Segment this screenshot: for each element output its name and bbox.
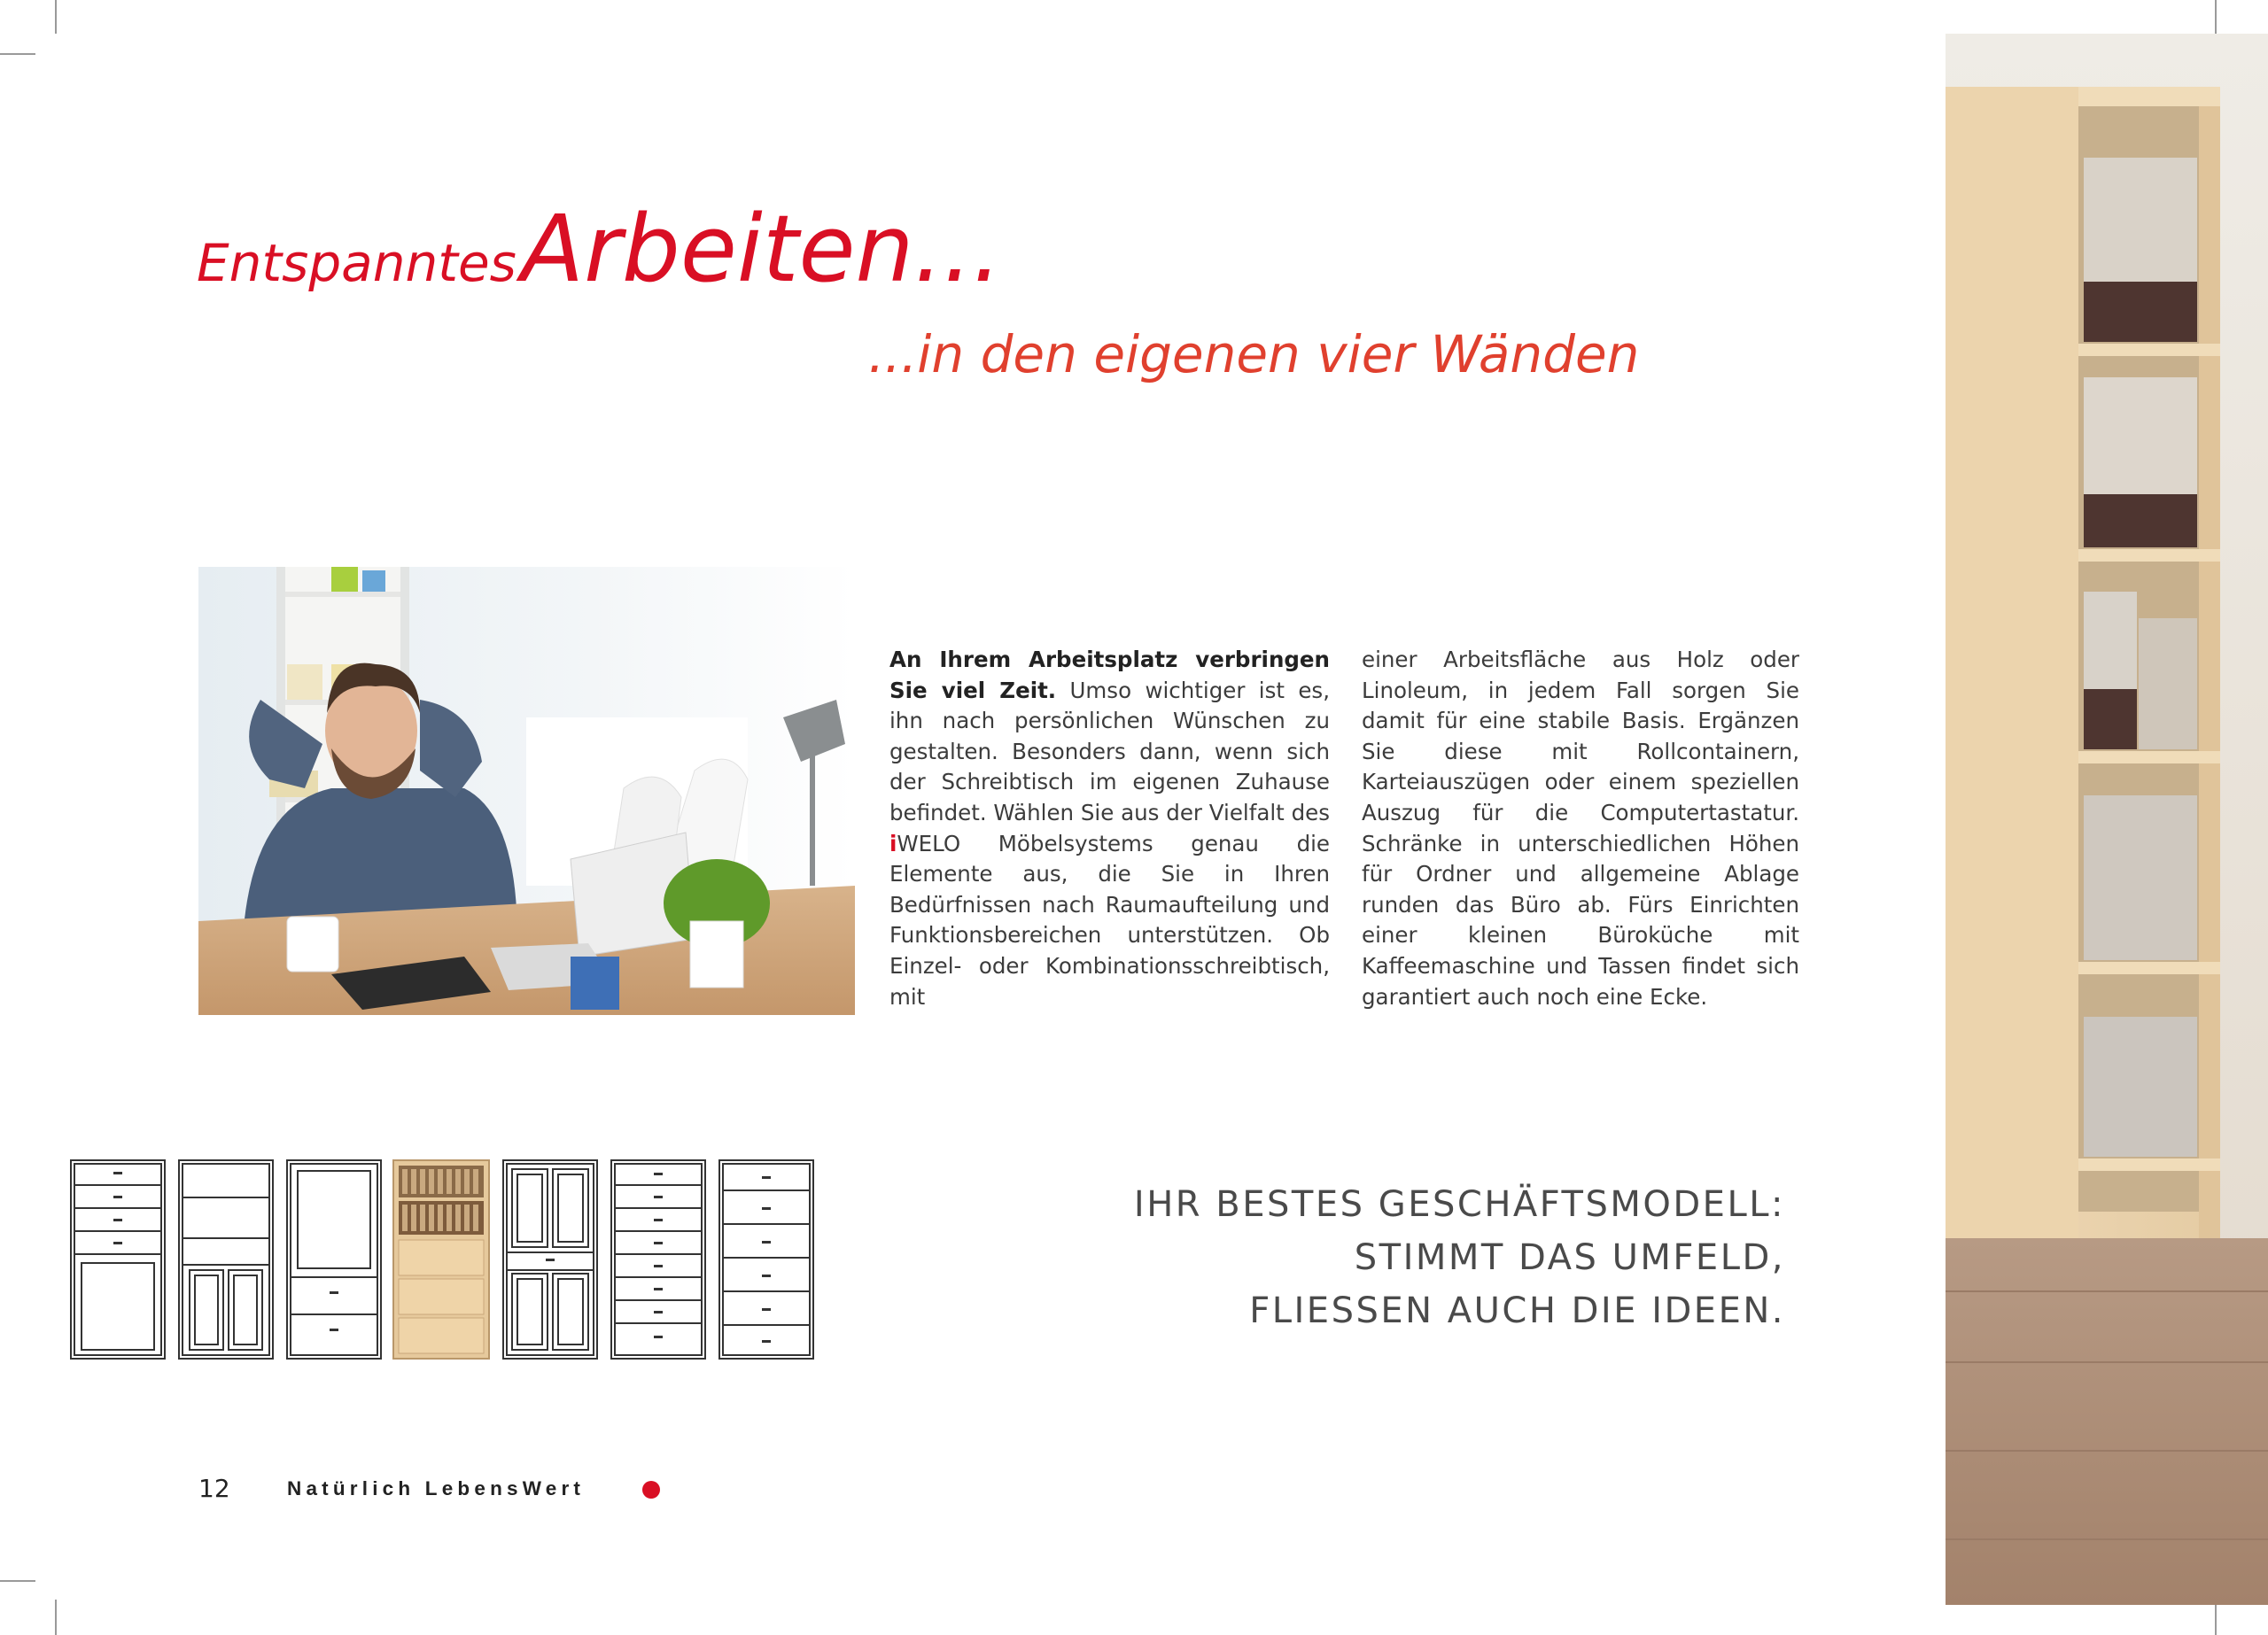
cabinet-elements-illustration <box>69 1158 836 1360</box>
crop-mark <box>55 1600 57 1635</box>
body-text-part: Möbelsystems genau die Elemente aus, die Sie in Ihren Bedürfnissen nach Raumaufteilung und Funktionsbereichen unterstützen. Ob Einzel- oder Kombinationsschreibtisch, mit <box>889 830 1330 1010</box>
lead-sentence: An Ihrem Arbeitsplatz verbringen Sie viel Zeit. <box>889 647 1330 703</box>
page-subtitle: ...in den eigenen vier Wänden <box>868 324 1640 384</box>
office-photo <box>198 567 855 1015</box>
title-word-2: Arbeiten... <box>520 195 1002 303</box>
crop-mark <box>2215 0 2217 34</box>
tagline-line-3: FLIESSEN AUCH DIE IDEEN. <box>1249 1290 1785 1331</box>
relaxed-man-at-desk-image <box>198 567 855 1015</box>
brand-letter-i: i <box>889 830 897 856</box>
footer-brand: Natürlich LebensWert <box>287 1477 586 1499</box>
body-text-column-2: einer Arbeitsfläche aus Holz oder Linoleum, in jedem Fall sorgen Sie damit für eine stabile Basis. Ergänzen Sie diese mit Rollcontainern, Karteiauszügen oder einem speziellen Auszug für die Computertastatur. Schränke in unterschiedlichen Höhen für Ordner und allgemeine Ablage runden das Büro ab. Fürs Einrichten einer kleinen Büroküche mit Kaffeemaschine und Tassen findet sich garantiert auch noch eine Ecke. <box>1362 647 1799 1010</box>
body-text-part: Umso wichtiger ist es, ihn nach persönlichen Wünschen zu gestalten. Besonders dann, wenn sich der Schreibtisch im eigenen Zuhause befindet. Wählen Sie aus der Vielfalt des <box>889 677 1330 825</box>
brand-name: WELO <box>897 830 961 856</box>
crop-mark <box>0 53 35 55</box>
tagline <box>1045 1178 1785 1337</box>
wooden-bookshelf-image <box>1946 34 2268 1605</box>
crop-mark <box>0 1580 35 1582</box>
page-number: 12 <box>198 1474 230 1503</box>
cabinet-drawings <box>69 1158 836 1360</box>
crop-mark <box>55 0 57 34</box>
tagline-line-1: IHR BESTES GESCHÄFTSMODELL: <box>1133 1184 1785 1225</box>
crop-mark <box>2215 1600 2217 1635</box>
tagline-line-2: STIMMT DAS UMFELD, <box>1354 1237 1785 1278</box>
page-title <box>197 195 1002 303</box>
title-word-1: Entspanntes <box>197 233 517 293</box>
footer-dot-icon <box>642 1481 660 1499</box>
body-text-column-1 <box>889 645 1330 1012</box>
shelf-photo <box>1946 34 2268 1605</box>
